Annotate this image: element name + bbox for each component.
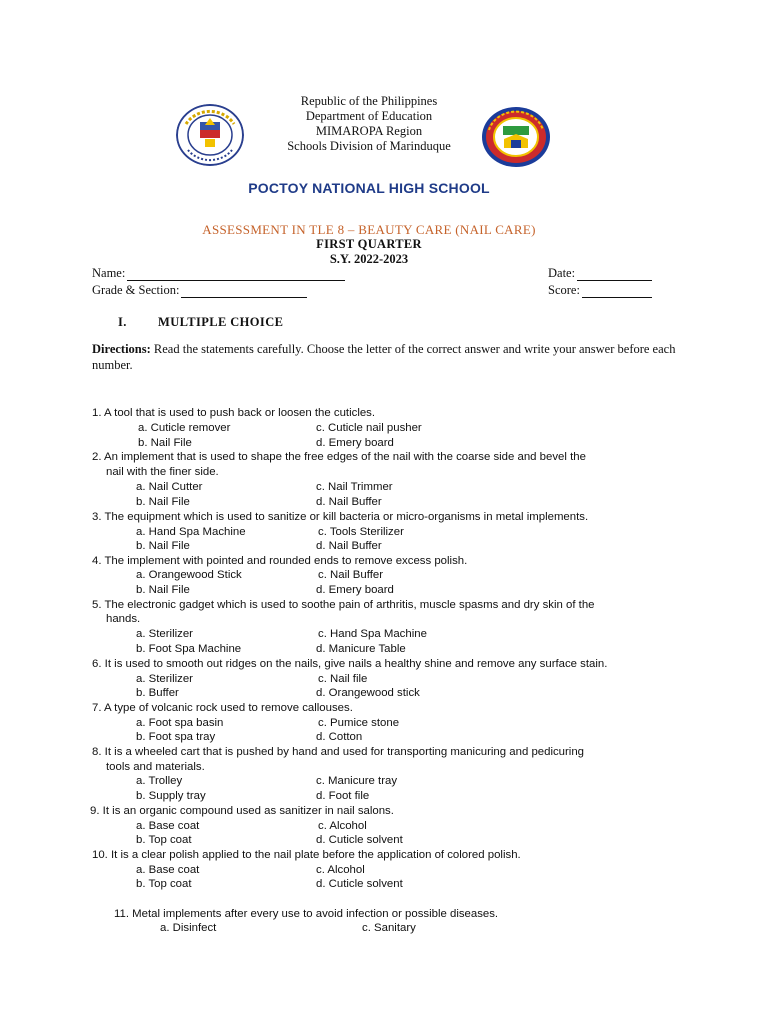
choice-d: d. Emery board [316,437,394,449]
question-stem: 6. It is used to smooth out ridges on the nails, give nails a healthy shine and remove any surface stain. [92,658,608,670]
school-year-text: S.Y. 2022-2023 [329,252,409,266]
question-stem-continued: nail with the finer side. [106,466,219,478]
question-stem: 10. It is a clear polish applied to the nail plate before the application of colored polish. [92,849,521,861]
choice-b: b. Buffer [136,687,179,699]
grade-section-field [92,283,307,298]
choice-c: c. Alcohol [316,864,365,876]
section-number: I. [118,315,127,329]
choice-b: b. Foot Spa Machine [136,643,242,655]
school-name-text: POCTOY NATIONAL HIGH SCHOOL [248,180,490,196]
choice-b: b. Foot spa tray [136,731,216,743]
header-department: Department of Education [305,109,433,123]
question-stem: 2. An implement that is used to shape the free edges of the nail with the coarse side and bevel the [92,451,586,463]
choice-a: a. Disinfect [160,922,217,934]
section-heading [118,315,283,330]
choice-c: c. Manicure tray [316,775,398,787]
choice-c: c. Sanitary [362,922,416,934]
name-blank[interactable] [127,267,345,281]
choice-d: d. Orangewood stick [316,687,420,699]
choice-c: c. Nail Buffer [318,569,383,581]
header-division: Schools Division of Marinduque [287,139,451,153]
choice-b: b. Nail File [138,437,192,449]
question-stem: 1. A tool that is used to push back or loosen the cuticles. [92,407,376,419]
choice-a: a. Sterilizer [136,628,193,640]
header-republic: Republic of the Philippines [300,94,438,108]
question-stem-continued: hands. [106,613,141,625]
choice-c: c. Tools Sterilizer [318,526,404,538]
choice-d: d. Cotton [316,731,363,743]
date-field [548,266,652,281]
choice-d: d. Cuticle solvent [316,834,403,846]
school-name [0,180,768,196]
header-region: MIMAROPA Region [315,124,423,138]
header-block [0,94,768,154]
choice-b: b. Nail File [136,496,190,508]
directions [92,341,692,373]
choice-b: b. Nail File [136,540,190,552]
choice-d: d. Manicure Table [316,643,406,655]
assessment-title-text: ASSESSMENT IN TLE 8 – BEAUTY CARE (NAIL CARE) [202,222,536,237]
choice-a: a. Base coat [136,820,200,832]
score-label: Score: [548,283,580,297]
name-label: Name: [92,266,126,280]
choice-a: a. Sterilizer [136,673,193,685]
choice-c: c. Nail Trimmer [316,481,393,493]
name-field [92,266,345,281]
question-stem: 11. Metal implements after every use to avoid infection or possible diseases. [114,908,499,920]
choice-a: a. Hand Spa Machine [136,526,246,538]
choice-d: d. Foot file [316,790,370,802]
choice-a: a. Trolley [136,775,183,787]
school-year-label [0,252,768,267]
choice-d: d. Emery board [316,584,394,596]
choice-b: b. Top coat [136,834,192,846]
choice-a: a. Orangewood Stick [136,569,242,581]
choice-a: a. Foot spa basin [136,717,224,729]
date-blank[interactable] [577,267,652,281]
assessment-title [0,222,768,238]
grade-section-label: Grade & Section: [92,283,180,297]
choice-a: a. Base coat [136,864,200,876]
question-stem: 9. It is an organic compound used as sanitizer in nail salons. [90,805,394,817]
question-stem: 8. It is a wheeled cart that is pushed by hand and used for transporting manicuring and pedicuring [92,746,584,758]
choice-c: c. Alcohol [318,820,367,832]
choice-c: c. Nail file [318,673,368,685]
choice-b: b. Supply tray [136,790,206,802]
choice-d: d. Nail Buffer [316,540,382,552]
question-stem-continued: tools and materials. [106,761,205,773]
choice-d: d. Nail Buffer [316,496,382,508]
score-field [548,283,652,298]
question-stem: 4. The implement with pointed and rounded ends to remove excess polish. [92,555,468,567]
question-stem: 3. The equipment which is used to sanitize or kill bacteria or micro-organisms in metal implements. [92,511,589,523]
choice-c: c. Hand Spa Machine [318,628,427,640]
choice-b: b. Top coat [136,878,192,890]
quarter-label [0,237,768,252]
date-label: Date: [548,266,576,280]
question-stem: 7. A type of volcanic rock used to remove callouses. [92,702,353,714]
choice-d: d. Cuticle solvent [316,878,403,890]
question-stem: 5. The electronic gadget which is used to soothe pain of arthritis, muscle spasms and dry skin of the [92,599,595,611]
choice-b: b. Nail File [136,584,190,596]
section-title: MULTIPLE CHOICE [158,315,284,329]
choice-a: a. Nail Cutter [136,481,203,493]
choice-c: c. Cuticle nail pusher [316,422,422,434]
choice-c: c. Pumice stone [318,717,400,729]
quarter-text: FIRST QUARTER [316,237,422,251]
grade-section-blank[interactable] [181,284,307,298]
directions-text: Read the statements carefully. Choose the letter of the correct answer and write your answer before each number. [92,342,676,372]
choice-a: a. Cuticle remover [138,422,231,434]
directions-label: Directions: [92,342,151,356]
score-blank[interactable] [582,284,652,298]
